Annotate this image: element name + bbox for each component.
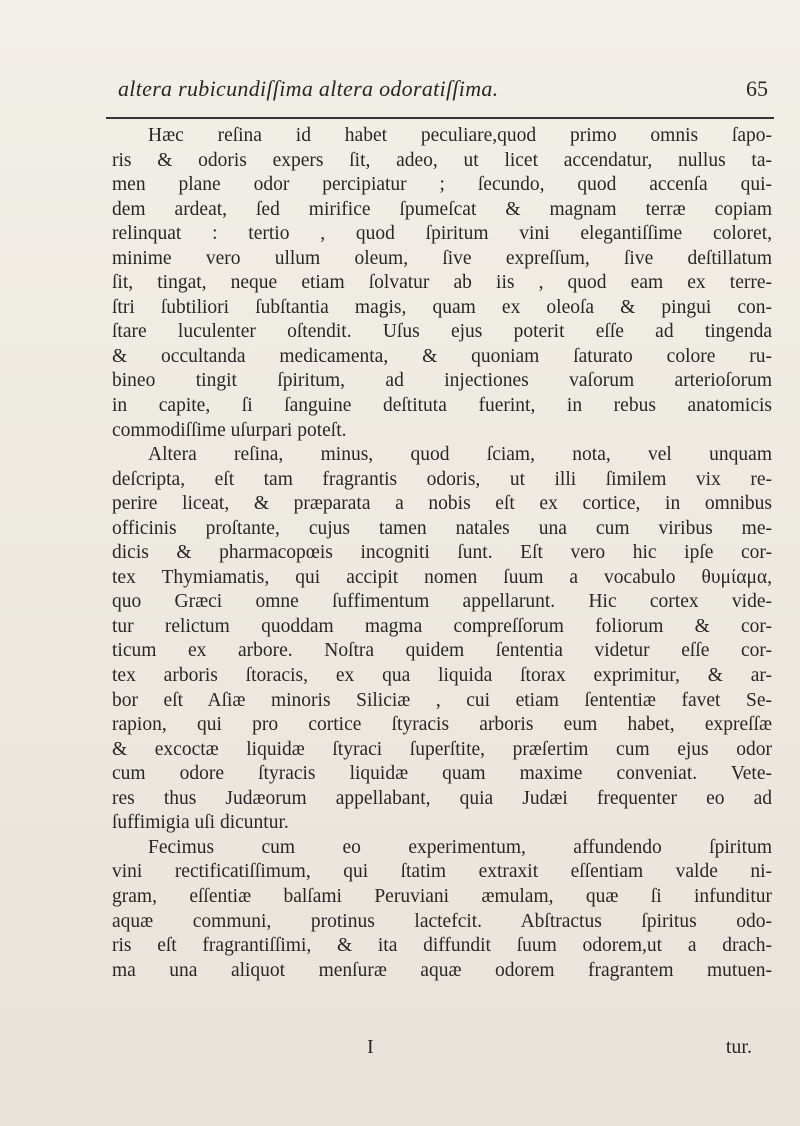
text-line: Hæc reſina id habet peculiare,quod primo omnis ſapo- bbox=[148, 125, 772, 146]
text-line: officinis proſtante, cujus tamen natales una cum viribus me- bbox=[112, 517, 772, 539]
text-line: aquæ communi, protinus lactefcit. Abſtractus ſpiritus odo- bbox=[112, 910, 772, 932]
text-line: ris & odoris expers ſit, adeo, ut licet accendatur, nullus ta- bbox=[112, 149, 772, 171]
text-line: res thus Judæorum appellabant, quia Judæi frequenter eo ad bbox=[112, 787, 772, 809]
text-line: rapion, qui pro cortice ſtyracis arboris eum habet, expreſſæ bbox=[112, 714, 772, 736]
header-rule bbox=[106, 117, 774, 119]
text-line: vini rectificatiſſimum, qui ſtatim extraxit eſſentiam valde ni- bbox=[112, 861, 772, 883]
text-line: ticum ex arbore. Noſtra quidem ſententia videtur eſſe cor- bbox=[112, 640, 772, 662]
body-text bbox=[112, 124, 772, 983]
text-line: ſit, tingat, neque etiam ſolvatur ab iis , quod eam ex terre- bbox=[112, 272, 772, 294]
page-footer bbox=[112, 1036, 772, 1060]
text-line: cum odore ſtyracis liquidæ quam maxime conveniat. Vete- bbox=[112, 763, 772, 785]
text-line: ſtri ſubtiliori ſubſtantia magis, quam ex oleoſa & pingui con- bbox=[112, 296, 772, 318]
signature-mark: I bbox=[367, 1036, 374, 1058]
running-head bbox=[118, 76, 768, 112]
text-line: perire liceat, & præparata a nobis eſt ex cortice, in omnibus bbox=[112, 493, 772, 515]
text-line: quo Græci omne ſuffimentum appellarunt. Hic cortex vide- bbox=[112, 591, 772, 613]
catchword: tur. bbox=[725, 1036, 752, 1058]
text-line: men plane odor percipiatur ; ſecundo, quod accenſa qui- bbox=[112, 174, 772, 196]
text-line: tex arboris ſtoracis, ex qua liquida ſtorax exprimitur, & ar- bbox=[112, 665, 772, 687]
text-line: commodiſſime uſurpari poteſt. bbox=[112, 419, 347, 441]
text-line: Fecimus cum eo experimentum, affundendo ſpiritum bbox=[148, 836, 772, 858]
text-line: tur relictum quoddam magma compreſſorum foliorum & cor- bbox=[112, 615, 772, 637]
text-line: dicis & pharmacopœis incogniti ſunt. Eſt vero hic ipſe cor- bbox=[112, 542, 772, 564]
text-line: ma una aliquot menſuræ aquæ odorem fragrantem mutuen- bbox=[112, 959, 772, 981]
text-line: ris eſt fragrantiſſimi, & ita diffundit ſuum odorem,ut a drach- bbox=[112, 935, 772, 957]
text-line: Altera reſina, minus, quod ſciam, nota, vel unquam bbox=[148, 444, 772, 466]
text-line: dem ardeat, ſed mirifice ſpumeſcat & magnam terræ copiam bbox=[112, 198, 772, 220]
text-line: bineo tingit ſpiritum, ad injectiones vaſorum arterioſorum bbox=[112, 370, 772, 392]
text-line: ſuffimigia uſi dicuntur. bbox=[112, 812, 289, 834]
text-line: bor eſt Aſiæ minoris Siliciæ , cui etiam ſententiæ favet Se- bbox=[112, 689, 772, 711]
text-line: ſtare luculenter oſtendit. Uſus ejus poterit eſſe ad tingenda bbox=[112, 321, 772, 343]
text-line: relinquat : tertio , quod ſpiritum vini elegantiſſime coloret, bbox=[112, 223, 772, 245]
text-line: & occultanda medicamenta, & quoniam ſaturato colore ru- bbox=[112, 345, 772, 367]
text-line: minime vero ullum oleum, ſive expreſſum, ſive deſtillatum bbox=[112, 247, 772, 269]
text-line: gram, eſſentiæ balſami Peruviani æmulam, quæ ſi infunditur bbox=[112, 885, 772, 907]
text-line: tex Thymiamatis, qui accipit nomen ſuum a vocabulo θυμίαμα, bbox=[112, 566, 772, 588]
text-line: deſcripta, eſt tam fragrantis odoris, ut illi ſimilem vix re- bbox=[112, 468, 772, 490]
running-title: altera rubicundiſſima altera odoratiſſima. bbox=[118, 76, 499, 101]
text-line: in capite, ſi ſanguine deſtituta fuerint, in rebus anatomicis bbox=[112, 395, 772, 417]
page-number: 65 bbox=[746, 76, 768, 101]
text-line: & excoctæ liquidæ ſtyraci ſuperſtite, præſertim cum ejus odor bbox=[112, 738, 772, 760]
